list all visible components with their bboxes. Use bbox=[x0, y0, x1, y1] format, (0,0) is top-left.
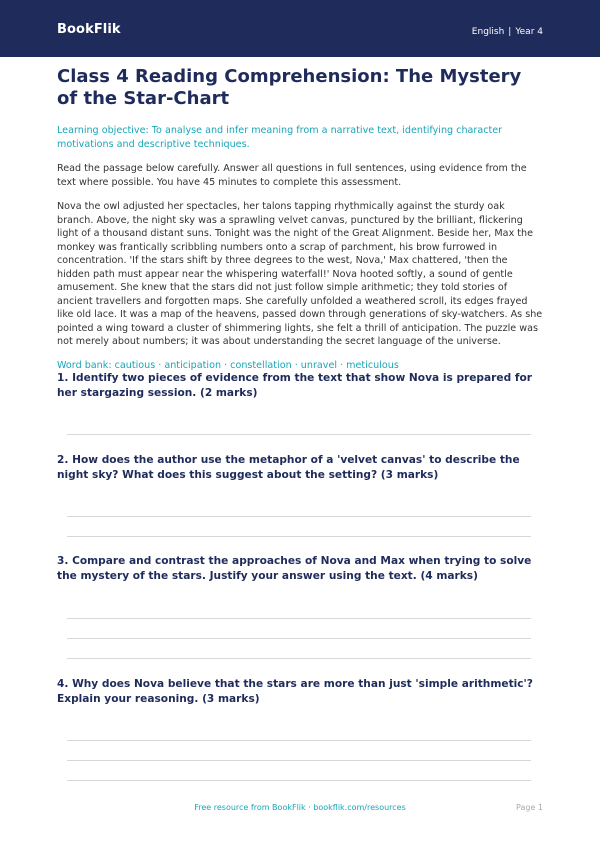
reading-passage: Nova the owl adjusted her spectacles, her talons tapping rhythmically against the sturdy oak branch. Above, the night sky was a sprawling velvet canvas, punctured by the brilliant, flickering light of a thousand distant suns. Tonight was the night of the Great Alignment. Beside her, Max the monkey was frantically scribbling numbers onto a scrap of parchment, his brow furrowed in concentration. 'If the stars shift by three degrees to the west, Nova,' Max chattered, 'then the hidden path must appear near the whispering waterfall!' Nova hooted softly, a sound of gentle amusement. She knew that the stars did not just follow simple arithmetic; they told stories of ancient travellers and forgotten maps. She carefully unfolded a weathered scroll, its edges frayed like old lace. It was a map of the heavens, passed down through generations of sky-watchers. As she pointed a wing toward a cluster of shimmering lights, she felt a thrill of anticipation. The puzzle was not merely about numbers; it was about understanding the secret language of the universe. bbox=[57, 201, 543, 347]
answer-line[interactable] bbox=[67, 536, 531, 537]
page-title: Class 4 Reading Comprehension: The Mystery of the Star-Chart bbox=[57, 66, 522, 109]
brand-logo[interactable]: BookFlik bbox=[57, 22, 121, 37]
page-number: Page 1 bbox=[516, 803, 543, 812]
language-label: English bbox=[471, 27, 505, 37]
answer-line[interactable] bbox=[67, 658, 531, 659]
answer-line[interactable] bbox=[67, 740, 531, 741]
answer-line[interactable] bbox=[67, 638, 531, 639]
instructions: Read the passage below carefully. Answer all questions in full sentences, using evidence from the text where possible. You have 45 minutes to complete this assessment. bbox=[57, 163, 527, 188]
answer-line[interactable] bbox=[67, 760, 531, 761]
year-label: Year 4 bbox=[515, 27, 543, 37]
answer-line[interactable] bbox=[67, 434, 531, 435]
header-meta bbox=[472, 27, 543, 37]
question-2: 2. How does the author use the metaphor of a 'velvet canvas' to describe the night sky? What does this suggest about the setting? (3 marks) bbox=[57, 454, 520, 481]
question-4: 4. Why does Nova believe that the stars are more than just 'simple arithmetic'? Explain your reasoning. (3 marks) bbox=[57, 678, 533, 705]
learning-objective: Learning objective: To analyse and infer meaning from a narrative text, identifying character motivations and descriptive techniques. bbox=[57, 125, 503, 150]
answer-line[interactable] bbox=[67, 618, 531, 619]
word-bank: Word bank: cautious · anticipation · constellation · unravel · meticulous bbox=[57, 359, 399, 371]
main-content bbox=[57, 66, 543, 372]
question-1: 1. Identify two pieces of evidence from the text that show Nova is prepared for her stargazing session. (2 marks) bbox=[57, 372, 532, 399]
footer-note[interactable]: Free resource from BookFlik · bookflik.com/resources bbox=[194, 803, 406, 812]
header-bar bbox=[0, 0, 600, 57]
answer-line[interactable] bbox=[67, 516, 531, 517]
separator: | bbox=[508, 27, 512, 37]
question-3: 3. Compare and contrast the approaches of Nova and Max when trying to solve the mystery of the stars. Justify your answer using the text. (4 marks) bbox=[57, 555, 532, 582]
answer-line[interactable] bbox=[67, 780, 531, 781]
